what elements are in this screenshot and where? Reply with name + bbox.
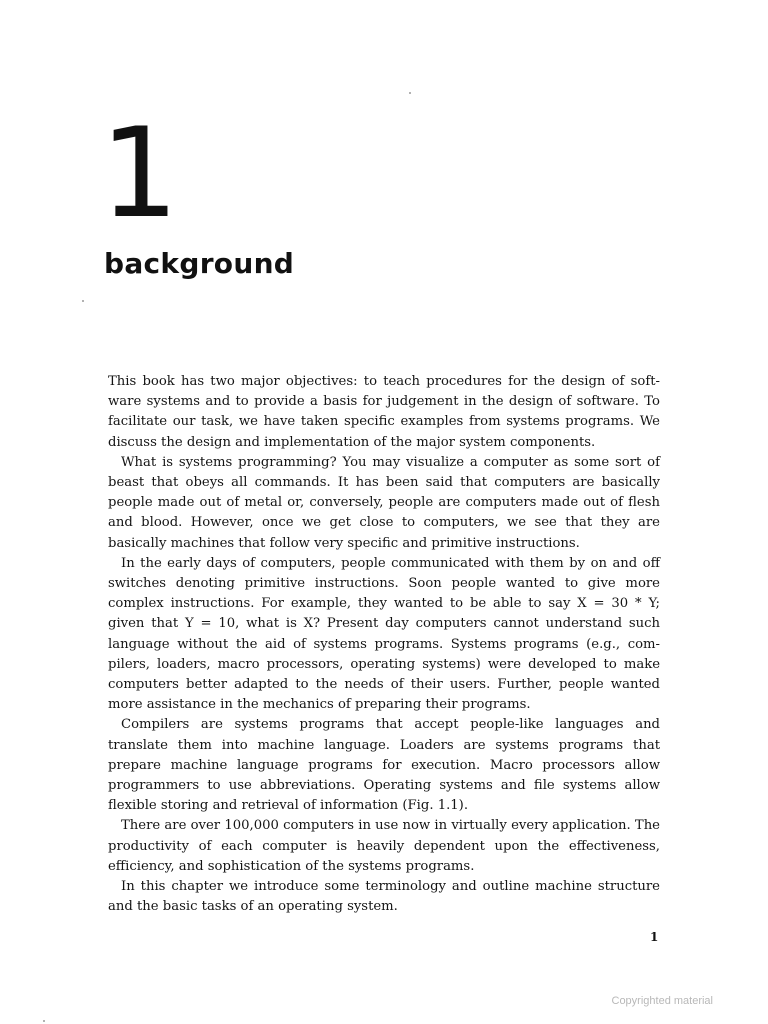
scan-speck <box>409 92 411 94</box>
paragraph-early-days: In the early days of computers, people communicated with them by on and off switches denoting primitive instructions. Soon people wanted to give more complex instructions. For example, they wanted to be able to say X = 30 * Y; given that Y = 10, what is X? Present day computers cannot understand such language without the aid of systems programs. Systems programs (e.g., compilers, loaders, macro processors, operating systems) were developed to make computers better adapted to the needs of their users. Further, people wanted more assistance in the mechanics of preparing their programs. <box>108 555 660 713</box>
body-text <box>108 372 660 917</box>
copyright-watermark: Copyrighted material <box>611 995 713 1007</box>
paragraph-compilers: Compilers are systems programs that accept people-like languages and translate them into machine language. Loaders are systems programs that prepare machine language programs for execution. Macro processors allow programmers to use abbreviations. Operating systems and file systems allow flexible storing and retrieval of information (Fig. 1.1). <box>108 717 660 814</box>
paragraph-computers-in-use: There are over 100,000 computers in use now in virtually every application. The productivity of each computer is heavily dependent upon the effectiveness, efficiency, and sophistication of the systems programs. <box>108 818 660 874</box>
chapter-number: 1 <box>100 102 175 246</box>
scan-speck <box>43 1020 45 1022</box>
page-number: 1 <box>650 930 659 944</box>
paragraph-objectives: This book has two major objectives: to teach procedures for the design of software systems and to provide a basis for judgement in the design of software. To facilitate our task, we have taken specific examples from systems programs. We discuss the design and implementation of the major system components. <box>108 374 660 450</box>
chapter-title: background <box>104 247 295 280</box>
paragraph-chapter-intro: In this chapter we introduce some terminology and outline machine structure and the basic tasks of an operating system. <box>108 879 660 915</box>
paragraph-systems-programming: What is systems programming? You may visualize a computer as some sort of beast that obeys all commands. It has been said that computers are basically people made out of metal or, conversely, people are computers made out of flesh and blood. However, once we get close to computers, we see that they are basically machines that follow very specific and primitive instructions. <box>108 454 660 551</box>
scan-speck <box>82 300 84 302</box>
